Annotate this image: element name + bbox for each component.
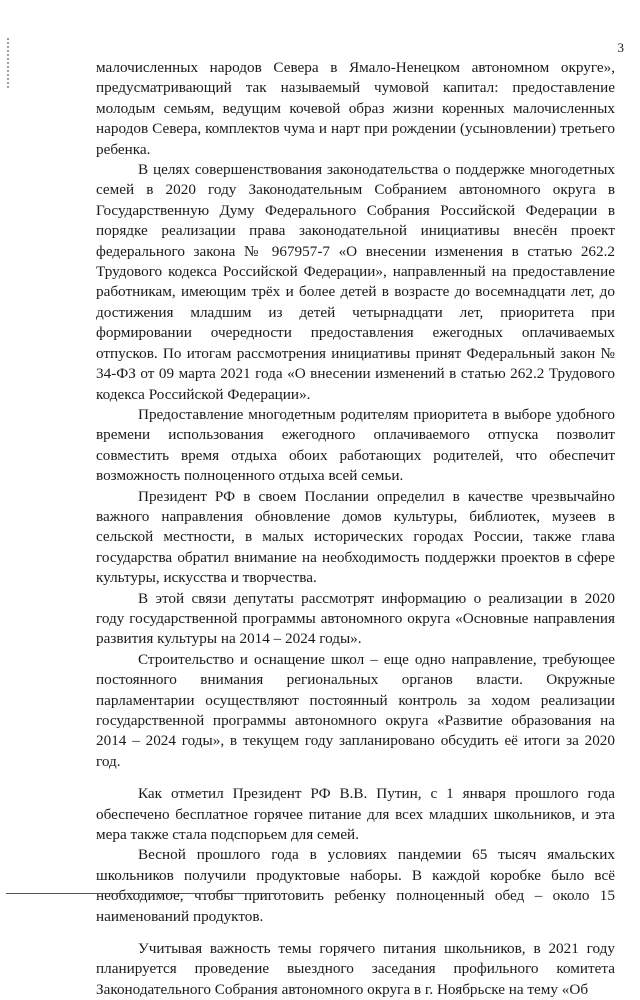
document-body	[96, 58, 615, 1000]
footer-rule	[6, 893, 276, 894]
paragraph: Весной прошлого года в условиях пандемии 65 тысяч ямальских школьников получили продуктовые наборы. В каждой коробке было всё необходимое, чтобы приготовить ребенку полноценный обед – около 15 наименований продуктов.	[96, 846, 615, 925]
page-number: 3	[617, 40, 624, 55]
binding-hole-marks	[7, 38, 12, 88]
paragraph: Президент РФ в своем Послании определил в качестве чрезвычайно важного направления обновление домов культуры, библиотек, музеев в сельской местности, в малых исторических городах России, также глава государства обратил внимание на необходимость поддержки проектов в сфере культуры, искусства и творчества.	[96, 487, 615, 587]
paragraph: Строительство и оснащение школ – еще одно направление, требующее постоянного внимания региональных органов власти. Окружные парламентарии осуществляют постоянный контроль за ходом реализации государственной программы автономного округа «Развитие образования на 2014 – 2024 годы», в текущем году запланировано обсудить её итоги за 2020 год.	[96, 650, 615, 770]
paragraph: Учитывая важность темы горячего питания школьников, в 2021 году планируется проведение выездного заседания профильного комитета Законодательного Собрания автономного округа в г. Ноябрьске на тему «Об	[96, 940, 615, 998]
paragraph: В целях совершенствования законодательства о поддержке многодетных семей в 2020 году Законодательным Собранием автономного округа в Государственную Думу Федерального Собрания Российской Федерации в порядке реализации права законодательной инициативы внесён проект федерального закона № 967957-7 «О внесении изменения в статью 262.2 Трудового кодекса Российской Федерации», направленный на предоставление работникам, имеющим трёх и более детей в возрасте до восемнадцати лет, до достижения младшим из детей четырнадцати лет, приоритета при формировании очередности предоставления ежегодных оплачиваемых отпусков. По итогам рассмотрения инициативы принят Федеральный закон № 34-ФЗ от 09 марта 2021 года «О внесении изменений в статью 262.2 Трудового кодекса Российской Федерации».	[96, 161, 615, 403]
paragraph: Предоставление многодетным родителям приоритета в выборе удобного времени использования ежегодного оплачиваемого отпуска позволит совместить время отдыха обоих работающих родителей, что обеспечит возможность полноценного отдыха всей семьи.	[96, 405, 615, 485]
paragraph: В этой связи депутаты рассмотрят информацию о реализации в 2020 году государственной программы автономного округа «Основные направления развития культуры на 2014 – 2024 годы».	[96, 589, 615, 648]
paragraph: Как отметил Президент РФ В.В. Путин, с 1 января прошлого года обеспечено бесплатное горячее питание для всех младших школьников, и эта мера также стала подспорьем для семей.	[96, 785, 615, 844]
paragraph: малочисленных народов Севера в Ямало-Ненецком автономном округе», предусматривающий так называемый чумовой капитал: предоставление молодым семьям, ведущим кочевой образ жизни коренных малочисленных народов Севера, комплектов чума и нарт при рождении (усыновлении) третьего ребенка.	[96, 59, 615, 158]
